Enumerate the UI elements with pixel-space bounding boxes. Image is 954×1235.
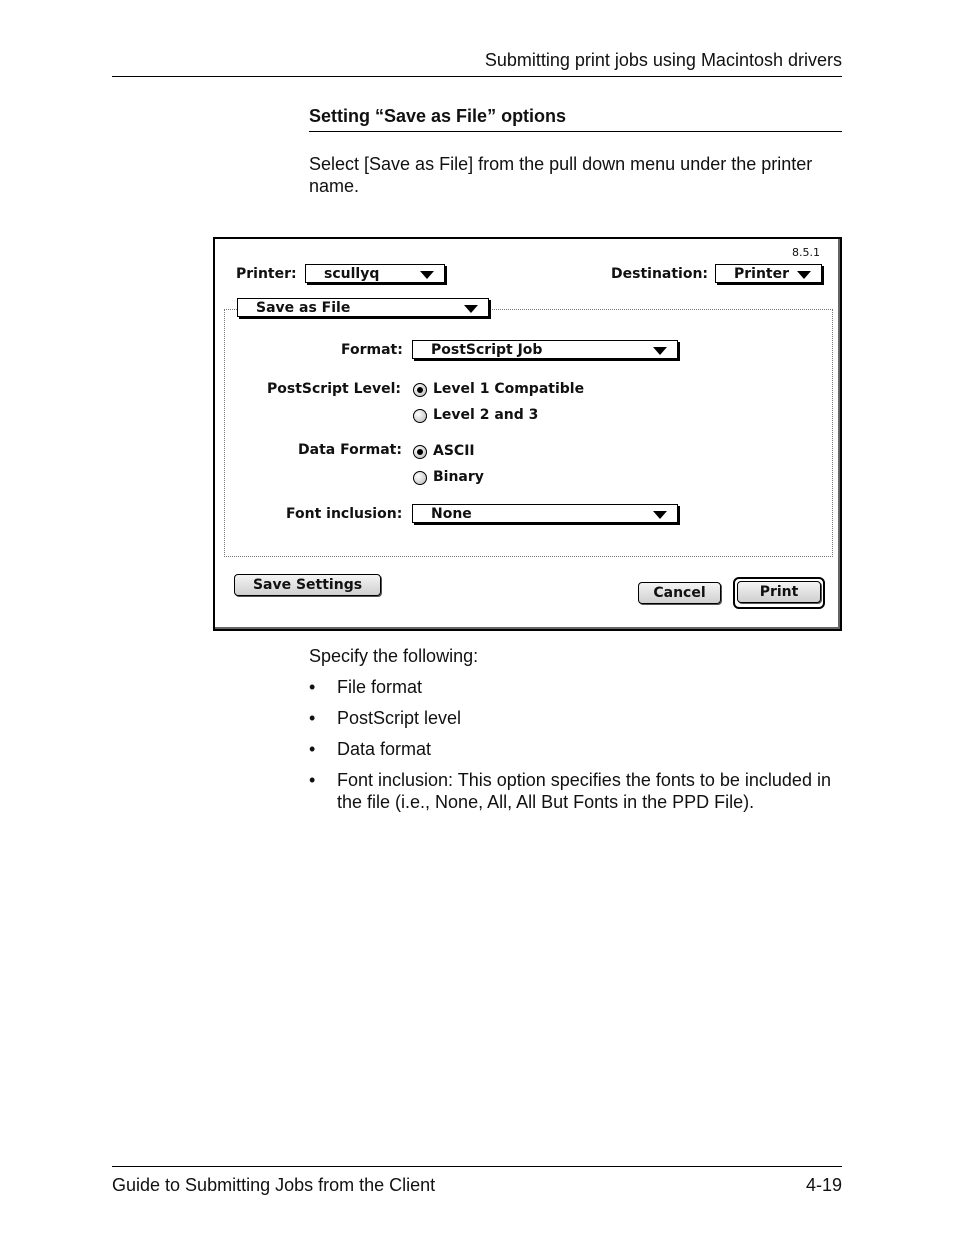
list-item [309,676,843,698]
panel-popup-value: Save as File [256,300,351,316]
list-item-text: PostScript level [337,708,462,728]
radio-ascii[interactable] [413,445,427,459]
footer-title: Guide to Submitting Jobs from the Client [112,1175,436,1195]
postscript-level-label: PostScript Level: [267,381,402,397]
running-header: Submitting print jobs using Macintosh drivers [484,50,842,70]
save-settings-button[interactable]: Save Settings [234,574,381,596]
printer-label: Printer: [236,266,297,282]
cancel-button[interactable]: Cancel [638,582,721,604]
destination-popup-value: Printer [734,266,790,282]
format-popup[interactable] [412,340,678,359]
specify-text: Specify the following: [309,646,479,666]
printer-popup[interactable] [305,264,445,283]
options-list [309,676,843,822]
radio-level1[interactable] [413,383,427,397]
list-item-text: Font inclusion: This option specifies the fonts to be included in the file (i.e., None, All, All But Fonts in the PPD File). [337,770,831,812]
list-item [309,738,843,760]
bullet-icon: • [309,739,316,759]
panel-popup[interactable] [237,298,489,317]
destination-label: Destination: [611,266,709,282]
list-item [309,707,843,729]
font-inclusion-label: Font inclusion: [286,506,403,522]
chevron-down-icon [653,511,667,519]
list-item [309,769,843,813]
font-inclusion-popup[interactable] [412,504,678,523]
list-item-text: File format [337,677,423,697]
chevron-down-icon [420,271,434,279]
radio-binary[interactable] [413,471,427,485]
footer-rule [112,1166,842,1167]
format-label: Format: [341,342,403,358]
binary-label: Binary [433,469,484,485]
list-item-text: Data format [337,739,432,759]
chevron-down-icon [653,347,667,355]
print-dialog [213,237,842,631]
section-title: Setting “Save as File” options [309,106,567,126]
print-button[interactable]: Print [737,581,821,603]
intro-paragraph: Select [Save as File] from the pull down menu under the printer name. [309,154,813,196]
bullet-icon: • [309,708,316,728]
bullet-icon: • [309,677,316,697]
chevron-down-icon [797,271,811,279]
header-rule [112,76,842,77]
format-popup-value: PostScript Job [431,342,543,358]
chevron-down-icon [464,305,478,313]
data-format-label: Data Format: [298,442,402,458]
font-inclusion-popup-value: None [431,506,472,522]
ascii-label: ASCII [433,443,475,459]
destination-popup[interactable] [715,264,822,283]
level2-3-label: Level 2 and 3 [433,407,539,423]
printer-popup-value: scullyq [324,266,380,282]
radio-level2-3[interactable] [413,409,427,423]
level1-label: Level 1 Compatible [433,381,585,397]
version-label: 8.5.1 [792,246,820,259]
bullet-icon: • [309,770,316,790]
section-rule [309,131,842,132]
page-number: 4-19 [805,1175,842,1195]
